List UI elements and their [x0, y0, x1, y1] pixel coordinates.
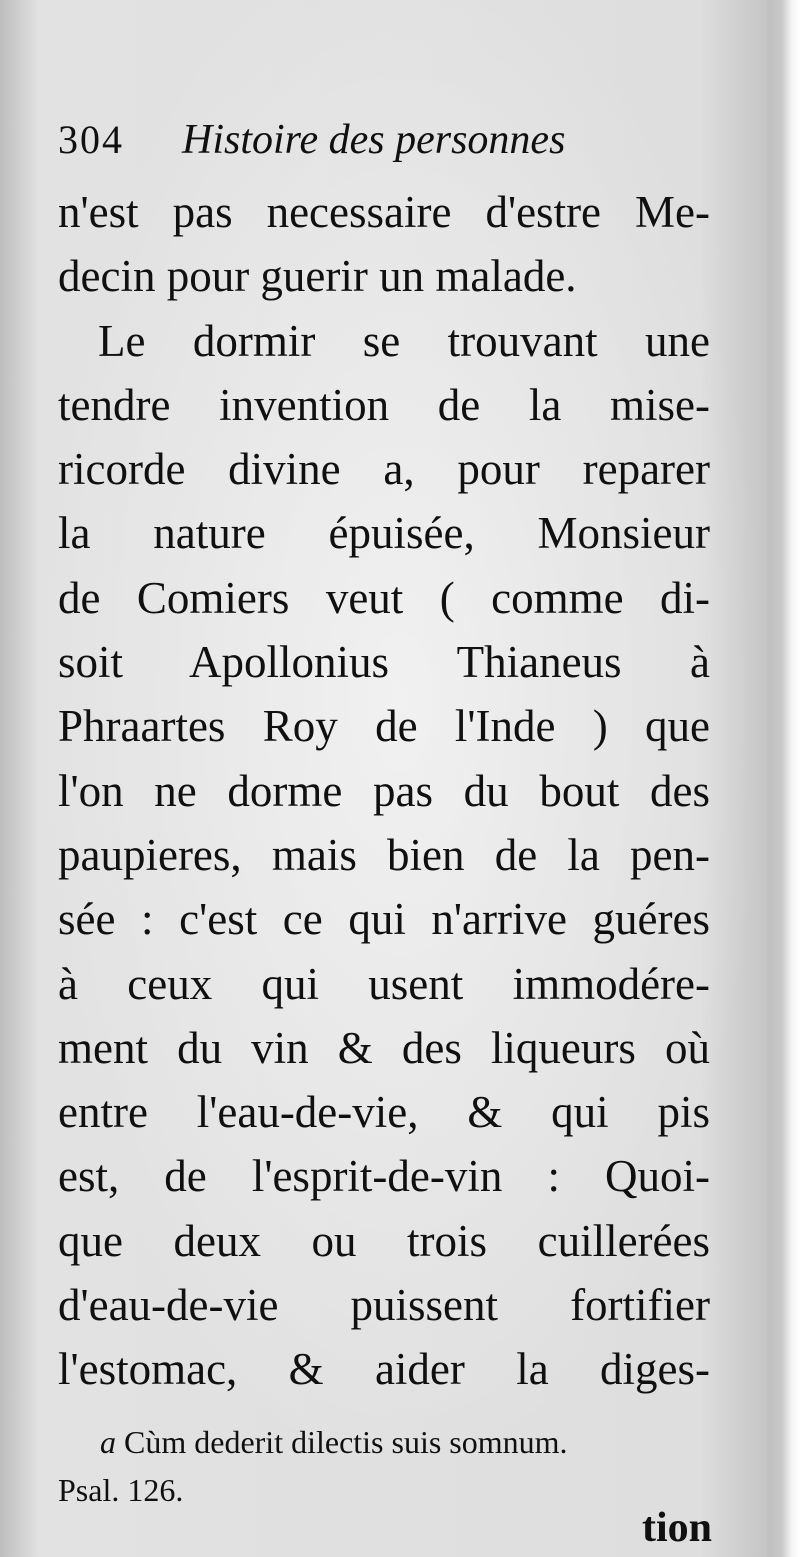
text-line: que deux ou trois cuillerées — [58, 1215, 710, 1266]
text-line: Le dormir se trouvant une — [98, 315, 710, 366]
footnote-marker: a — [100, 1424, 116, 1460]
text-line: l'estomac, & aider la diges- — [58, 1344, 710, 1395]
page-edge-shadow — [766, 0, 792, 1557]
footnote-line — [58, 1418, 710, 1466]
body-text — [58, 180, 710, 1402]
catchword: tion — [641, 1505, 712, 1551]
text-line: paupieres, mais bien de la pen- — [58, 829, 710, 880]
footnote-citation: Psal. 126. — [58, 1472, 184, 1508]
footnote-text: Cùm dederit dilectis suis somnum. — [124, 1424, 568, 1460]
text-line: est, de l'esprit-de-vin : Quoi- — [58, 1151, 710, 1202]
text-line: l'on ne dorme pas du bout des — [58, 765, 710, 816]
text-line: ricorde divine a, pour reparer — [58, 444, 710, 495]
text-line: entre l'eau-de-vie, & qui pis — [58, 1087, 710, 1138]
text-line: tendre invention de la mise- — [58, 379, 710, 430]
text-line: la nature épuisée, Monsieur — [58, 508, 710, 559]
text-line: d'eau-de-vie puissent fortifier — [58, 1280, 710, 1331]
running-title: Histoire des personnes — [182, 117, 566, 163]
running-header — [58, 112, 698, 168]
page-number: 304 — [58, 117, 124, 162]
footnote — [58, 1418, 710, 1514]
text-line: de Comiers veut ( comme di- — [58, 572, 710, 623]
text-line: soit Apollonius Thianeus à — [58, 637, 710, 688]
text-line: sée : c'est ce qui n'arrive guéres — [58, 894, 710, 945]
text-line: decin pour guerir un malade. — [58, 251, 577, 302]
text-line: Phraartes Roy de l'Inde ) que — [58, 701, 710, 752]
text-line: ment du vin & des liqueurs où — [58, 1022, 710, 1073]
text-line: n'est pas necessaire d'estre Me- — [58, 187, 710, 237]
text-line: à ceux qui usent immodére- — [58, 958, 710, 1009]
